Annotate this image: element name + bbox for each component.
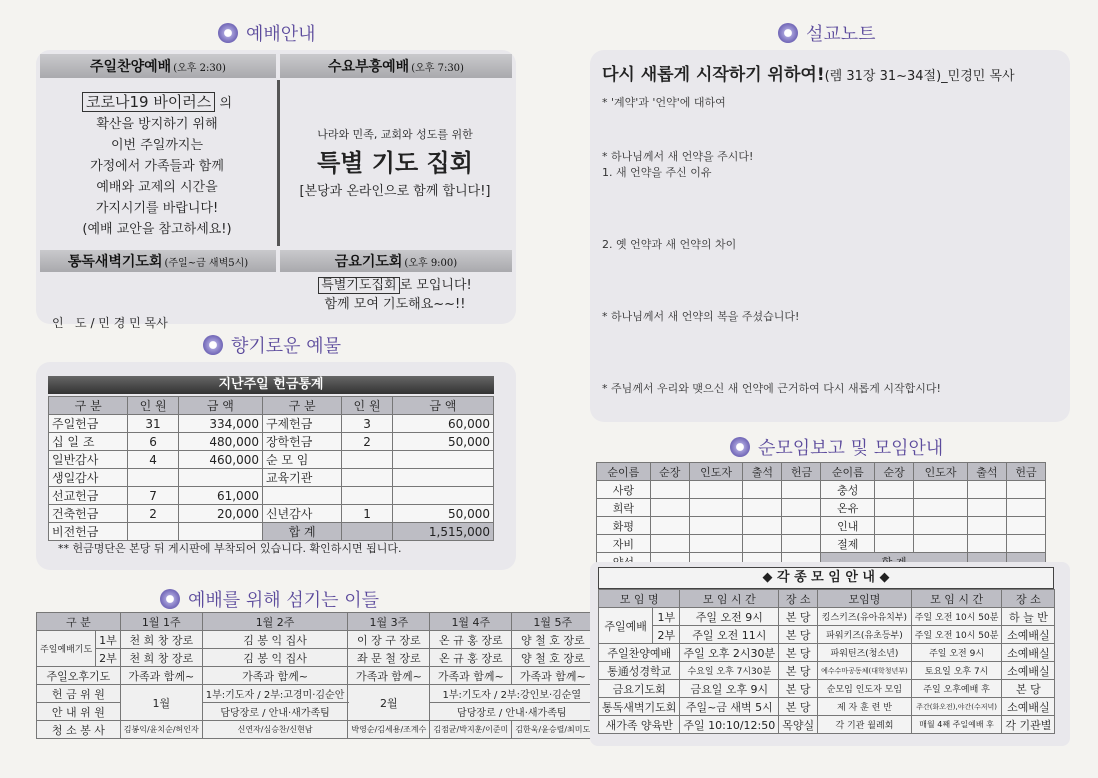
cell-report-table [596, 462, 1046, 571]
prayer-notice: 나라와 민족, 교회와 성도를 위한 특별 기도 집회 [본당과 온라인으로 함께 합니다!] [299, 128, 491, 199]
table-row: 2부 천 희 창 장로 김 봉 익 집사 좌 문 철 장로 온 규 홍 장로 양 철 호 장로 [37, 649, 594, 667]
friday-info: 특별기도집회 로 모입니다! 함께 모여 기도해요~~!! [282, 276, 508, 314]
table-row: 일반감사 4 460,000 순 모 임 [49, 451, 494, 469]
offering-header-row: 구 분 인 원 금 액 구 분 인 원 금 액 [49, 397, 494, 415]
flower-icon [730, 437, 750, 457]
table-row: 금요기도회 금요일 오후 9시 본 당 순모임 인도자 모임 주일 오후예배 후 본 당 [599, 680, 1055, 698]
vertical-divider [277, 80, 280, 246]
sermon-point: 1. 새 언약을 주신 이유 [602, 166, 712, 179]
sunday-praise-header: 주일찬양예배 (오후 2:30) [40, 54, 276, 78]
worship-section-title: 예배안내 [218, 20, 316, 46]
covid-box: 코로나19 바이러스 [82, 92, 215, 112]
sermon-section-title: 설교노트 [778, 20, 876, 46]
table-row: 새가족 양육반 주일 10:10/12:50 목양실 각 기관 월례회 매월 4째 주일예배 후 각 기관별 [599, 716, 1055, 734]
table-row: 주일예배기도 1부 천 희 창 장로 김 봉 익 집사 이 장 구 장로 온 규 홍 장로 양 철 호 장로 [37, 631, 594, 649]
offering-section-title: 향기로운 예물 [203, 332, 341, 358]
table-row: 안 내 위 원 담당장로 / 안내·새가족팀 담당장로 / 안내·새가족팀 [37, 703, 594, 721]
sermon-point: * 하나님께서 새 언약의 복을 주셨습니다! [602, 310, 800, 323]
cell-header-row: 순이름 순장 인도자 출석 헌금 순이름 순장 인도자 출석 헌금 [597, 463, 1046, 481]
servers-section-title: 예배를 위해 섬기는 이들 [160, 586, 379, 612]
covid-notice: 코로나19 바이러스 의 확산을 방지하기 위해 이번 주일까지는 가정에서 가족들과 함께 예배와 교제의 시간을 가지시기를 바랍니다! (예배 교안을 참고하세요!) [82, 93, 232, 237]
flower-icon [160, 589, 180, 609]
dawn-header: 통독새벽기도회 (주일~금 새벽5시) [40, 250, 276, 272]
flower-icon [203, 335, 223, 355]
table-row: 십 일 조 6 480,000 장학헌금 2 50,000 [49, 433, 494, 451]
table-row: 희락 온유 [597, 499, 1046, 517]
table-row: 2부 주일 오전 11시 본 당 파워키즈(유초등부) 주일 오전 10시 50분 소예배실 [599, 626, 1055, 644]
table-row: 주일오후기도 가족과 함께~ 가족과 함께~ 가족과 함께~ 가족과 함께~ 가족과 함께~ [37, 667, 594, 685]
table-row: 헌 금 위 원 1월 1부:기도자 / 2부:고경미·김순안 2월 1부:기도자 / 2부:강인보·김순열 [37, 685, 594, 703]
cell-section-title: 순모임보고 및 모임안내 [730, 434, 943, 460]
servers-table [36, 612, 594, 739]
wednesday-header: 수요부흥예배 (오후 7:30) [280, 54, 512, 78]
table-row: 사랑 충성 [597, 481, 1046, 499]
sermon-heading: 다시 새롭게 시작하기 위하여!(렘 31장 31~34절)_민경민 목사 [602, 65, 1015, 85]
table-row: 주일예배 1부 주일 오전 9시 본 당 킹스키즈(유아유치부) 주일 오전 10시 50분 하 늘 반 [599, 608, 1055, 626]
table-row: 화평 인내 [597, 517, 1046, 535]
friday-header: 금요기도회 (오후 9:00) [280, 250, 512, 272]
table-row: 통通성경학교 수요일 오후 7시30분 본 당 예수수마공동체(대학청년부) 토요일 오후 7시 소예배실 [599, 662, 1055, 680]
meetings-table [598, 589, 1055, 734]
table-row: 자비 절제 [597, 535, 1046, 553]
sermon-point: * 하나님께서 새 언약을 주시다! [602, 150, 754, 163]
offering-note: ** 헌금명단은 본당 뒤 게시판에 부착되어 있습니다. 확인하시면 됩니다. [58, 542, 402, 555]
offering-table [48, 396, 494, 541]
meetings-title: ◆ 각 종 모 임 안 내 ◆ [598, 567, 1054, 589]
sermon-point: 2. 옛 언약과 새 언약의 차이 [602, 238, 737, 251]
table-row: 건축헌금 2 20,000 신년감사 1 50,000 [49, 505, 494, 523]
flower-icon [218, 23, 238, 43]
servers-header-row: 구 분 1월 1주 1월 2주 1월 3주 1월 4주 1월 5주 [37, 613, 594, 631]
meetings-header-row: 모 임 명 모 임 시 간 장 소 모임명 모 임 시 간 장 소 [599, 590, 1055, 608]
table-row: 통독새벽기도회 주일~금 새벽 5시 본 당 제 자 훈 련 반 주간(화오전),야간(수저녁) 소예배실 [599, 698, 1055, 716]
table-row: 선교헌금 7 61,000 [49, 487, 494, 505]
table-row: 주일찬양예배 주일 오후 2시30분 본 당 파워틴즈(청소년) 주일 오전 9시 소예배실 [599, 644, 1055, 662]
table-row: 청 소 봉 사 김봉익/윤치순/허인자 신연자/심승찬/신현남 박영순/김세용/조계수 김점균/박지훈/이준미 김한욱/윤승렬/최미도 [37, 721, 594, 739]
dawn-info: 인 도 / 민 경 민 목사 [52, 316, 168, 330]
sermon-point: * 주님께서 우리와 맺으신 새 언약에 근거하여 다시 새롭게 시작합시다! [602, 382, 941, 395]
table-row: 생일감사 교육기관 [49, 469, 494, 487]
table-row: 비전헌금 합 계 1,515,000 [49, 523, 494, 541]
table-row: 주일헌금 31 334,000 구제헌금 3 60,000 [49, 415, 494, 433]
offering-table-title: 지난주일 헌금통계 [48, 376, 494, 394]
flower-icon [778, 23, 798, 43]
sermon-point: * '계약'과 '언약'에 대하여 [602, 96, 726, 109]
